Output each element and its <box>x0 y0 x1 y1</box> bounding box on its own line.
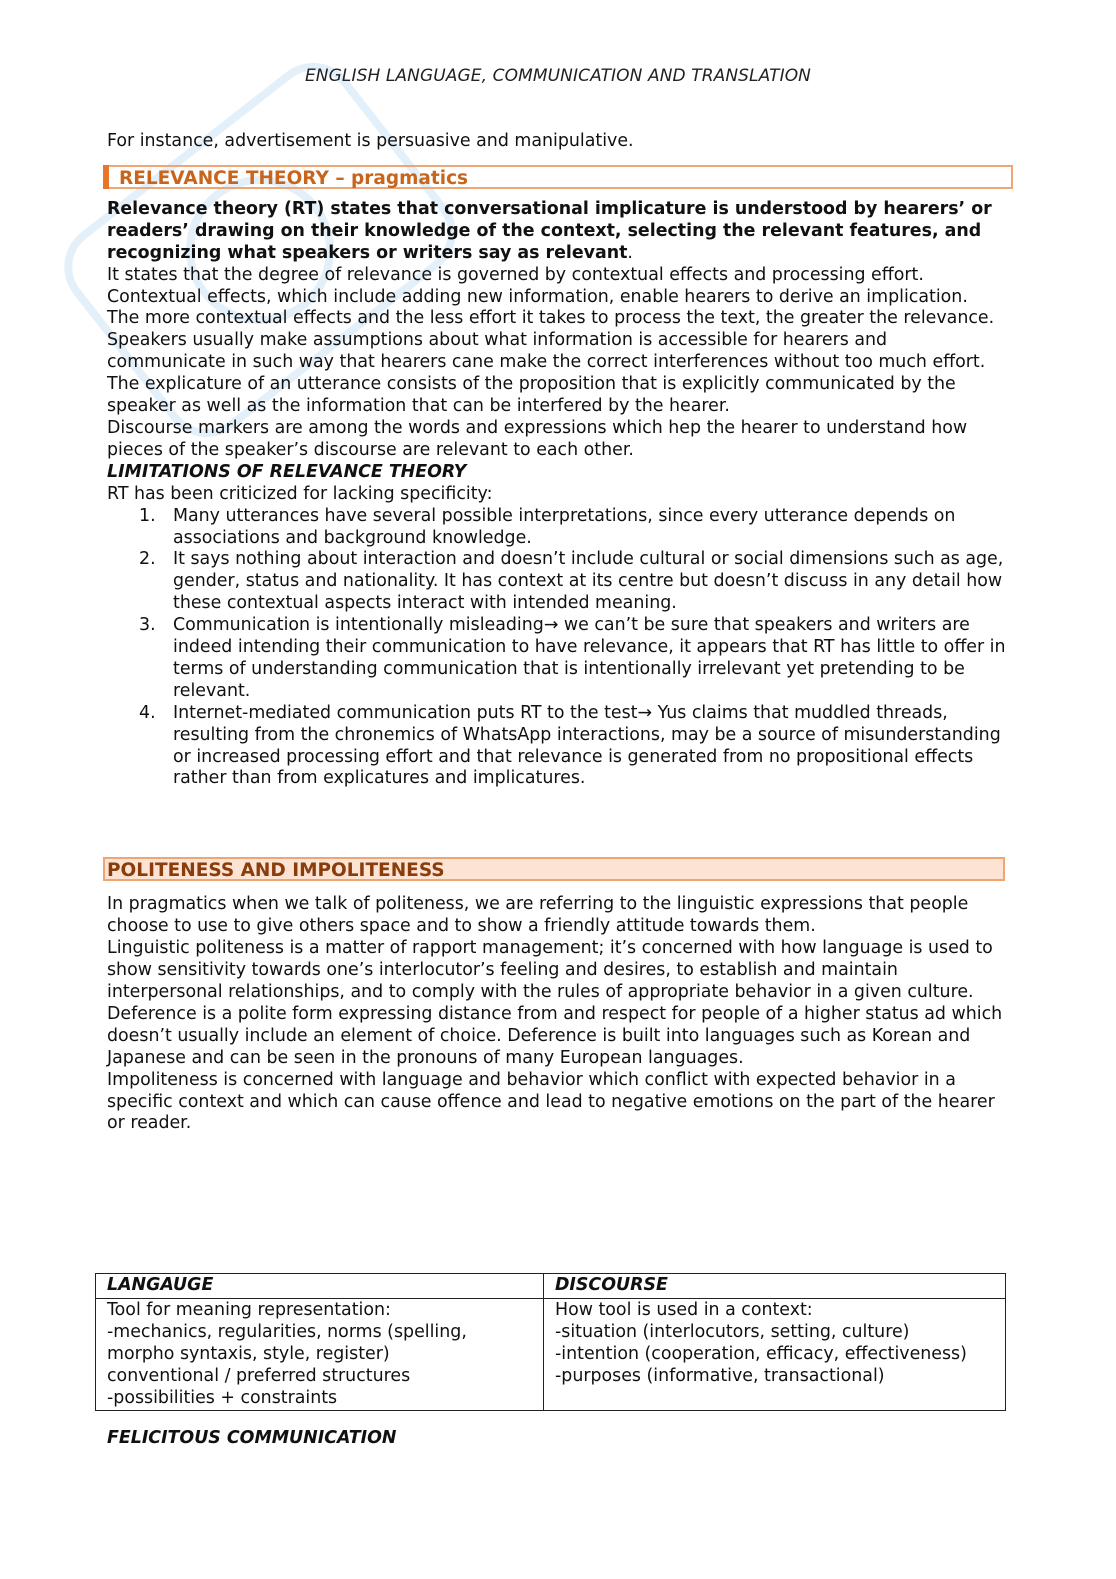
list-number: 2. <box>139 549 156 570</box>
list-item <box>107 549 1007 615</box>
list-item <box>107 615 1007 703</box>
list-number: 1. <box>139 505 156 526</box>
page-header: ENGLISH LANGUAGE, COMMUNICATION AND TRANSLATION <box>304 66 812 86</box>
relevance-definition-end: . <box>627 242 633 263</box>
document-body <box>107 131 1007 1135</box>
list-number: 4. <box>139 702 156 723</box>
table-cell-discourse <box>544 1298 1006 1411</box>
table-header-row <box>96 1274 1006 1299</box>
section-heading-politeness: POLITENESS AND IMPOLITENESS <box>103 857 1005 881</box>
list-number: 3. <box>139 615 156 636</box>
relevance-definition-bold: Relevance theory (RT) states that conversational implicature is understood by hearers’ or readers’ drawing on their knowledge of the context, selecting the relevant features, and recognizing what speakers or writers say as relevant <box>107 198 992 263</box>
paragraph: Impoliteness is concerned with language and behavior which conflict with expected behavior in a specific context and which can cause offence and lead to negative emotions on the part of the hearer or reader. <box>107 1069 995 1134</box>
paragraph: The explicature of an utterance consists of the proposition that is explicitly communicated by the speaker as well as the information that can be interfered by the hearer. <box>107 374 956 417</box>
paragraph: Discourse markers are among the words and expressions which hep the hearer to understand how pieces of the speaker’s discourse are relevant to each other. <box>107 417 968 460</box>
paragraph: In pragmatics when we talk of politeness, we are referring to the linguistic expressions that people choose to use to give others space and to show a friendly attitude towards them. <box>107 894 969 937</box>
paragraph: Speakers usually make assumptions about what information is accessible for hearers and communicate in such way that hearers cane make the correct interferences without too much effort. <box>107 330 986 373</box>
language-discourse-table <box>95 1273 1006 1411</box>
cell-line: -situation (interlocutors, setting, culture) <box>555 1321 910 1342</box>
section-heading-relevance: RELEVANCE THEORY – pragmatics <box>103 165 1013 189</box>
cell-line: -possibilities + constraints <box>107 1387 338 1408</box>
limitations-list <box>107 506 1007 791</box>
paragraph: It states that the degree of relevance is governed by contextual effects and processing effort. <box>107 264 924 285</box>
table-header-language: LANGAUGE <box>96 1274 544 1299</box>
cell-line: How tool is used in a context: <box>555 1299 813 1320</box>
paragraph: Contextual effects, which include adding new information, enable hearers to derive an implication. <box>107 286 968 307</box>
table-row <box>96 1298 1006 1411</box>
list-text: It says nothing about interaction and doesn’t include cultural or social dimensions such as age, gender, status and nationality. It has context at its centre but doesn’t discuss in any detail how these contextual aspects interact with intended meaning. <box>173 549 1004 614</box>
cell-line: Tool for meaning representation: <box>107 1299 391 1320</box>
cell-line: -intention (cooperation, efficacy, effectiveness) <box>555 1343 967 1364</box>
limitations-subheading: LIMITATIONS OF RELEVANCE THEORY <box>107 461 467 482</box>
felicitous-subheading: FELICITOUS COMMUNICATION <box>107 1428 397 1448</box>
list-text: Internet-mediated communication puts RT to the test→ Yus claims that muddled threads, resulting from the chronemics of WhatsApp interactions, may be a source of misunderstanding or increased processing effort and that relevance is generated from no propositional effects rather than from explicatures and implicatures. <box>173 702 1001 789</box>
cell-line: -purposes (informative, transactional) <box>555 1365 885 1386</box>
paragraph: Deference is a polite form expressing distance from and respect for people of a higher status ad which doesn’t usually include an element of choice. Deference is built into languages such as Korean and Japanese and can be seen in the pronouns of many European languages. <box>107 1003 1003 1068</box>
table-header-discourse: DISCOURSE <box>544 1274 1006 1299</box>
list-item <box>107 506 1007 550</box>
paragraph: The more contextual effects and the less effort it takes to process the text, the greater the relevance. <box>107 308 995 329</box>
list-text: Many utterances have several possible interpretations, since every utterance depends on associations and background knowledge. <box>173 505 956 548</box>
relevance-definition <box>107 199 1007 265</box>
limitations-intro: RT has been criticized for lacking specificity: <box>107 483 493 504</box>
cell-line: -mechanics, regularities, norms (spelling, morpho syntaxis, style, register) <box>107 1321 467 1364</box>
intro-line: For instance, advertisement is persuasive and manipulative. <box>107 131 634 151</box>
table-cell-language <box>96 1298 544 1411</box>
list-text: Communication is intentionally misleading→ we can’t be sure that speakers and writers are indeed intending their communication to have relevance, it appears that RT has little to offer in terms of understanding communication that is intentionally irrelevant yet pretending to be relevant. <box>173 615 1006 701</box>
cell-line: conventional / preferred structures <box>107 1365 411 1386</box>
list-item <box>107 703 1007 791</box>
paragraph: Linguistic politeness is a matter of rapport management; it’s concerned with how language is used to show sensitivity towards one’s interlocutor’s feeling and desires, to establish and maintain interpersonal relationships, and to comply with the rules of appropriate behavior in a given culture. <box>107 938 993 1002</box>
